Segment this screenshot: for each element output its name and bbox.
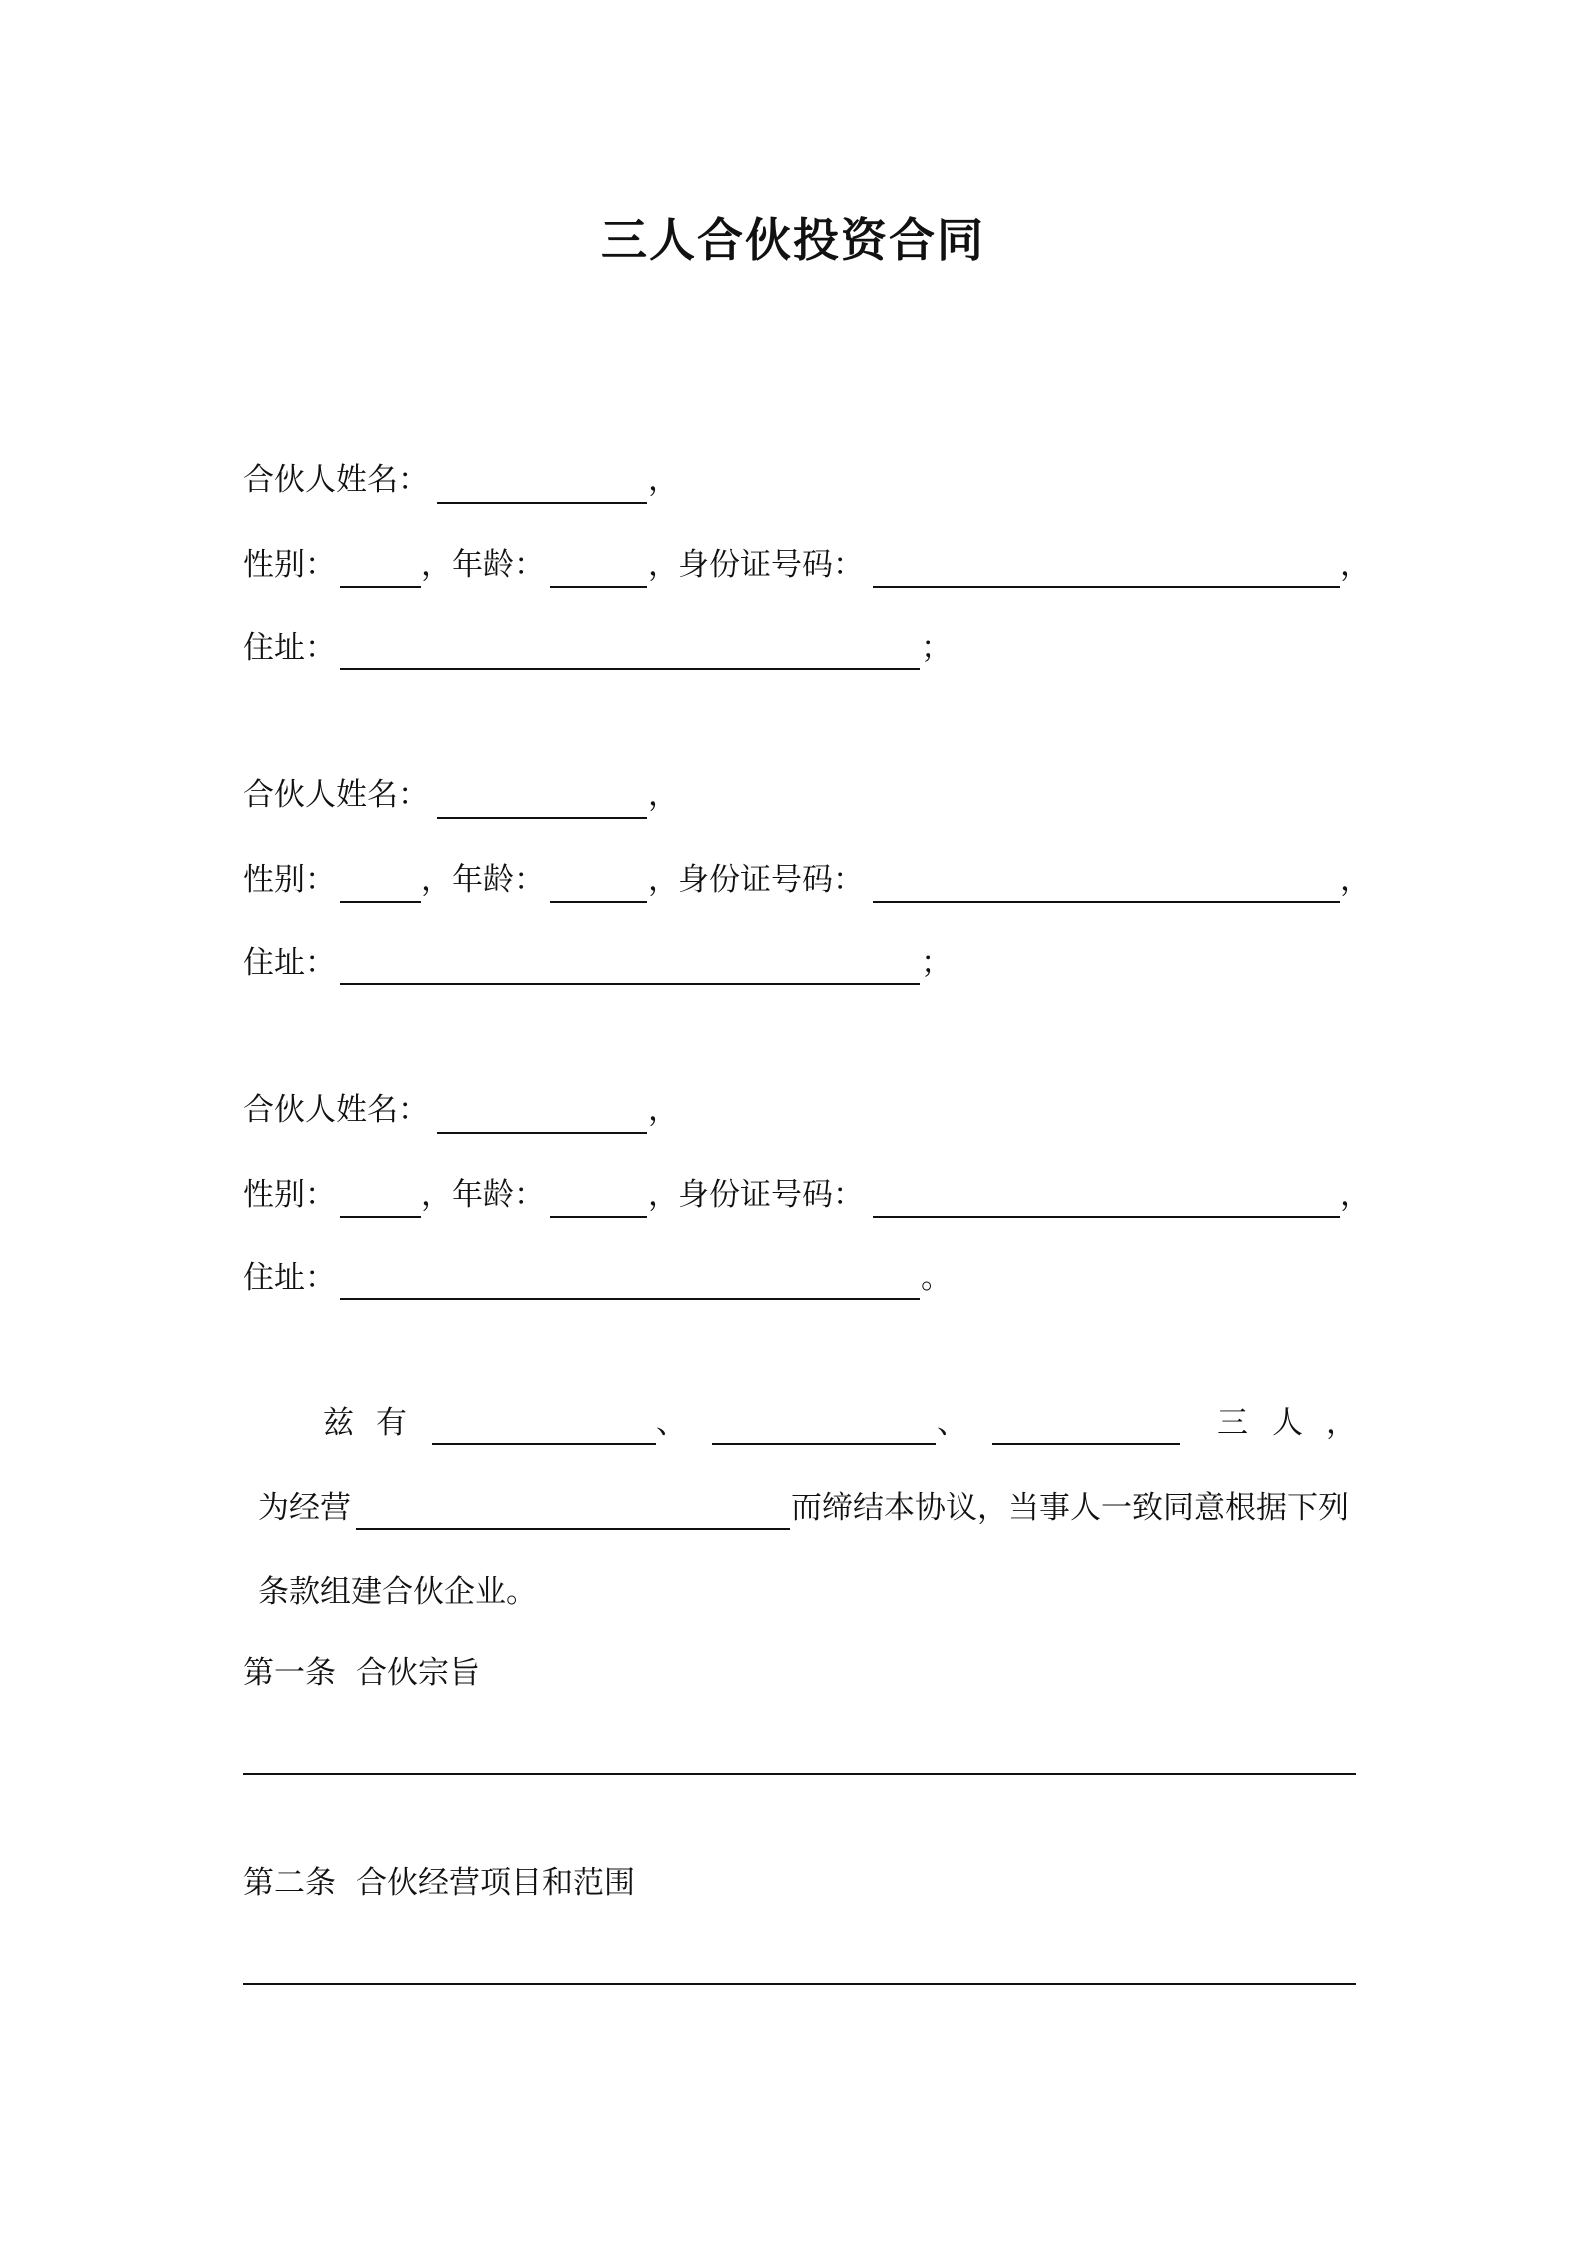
comma: ， <box>421 1177 452 1213</box>
semicolon: ； <box>921 945 952 981</box>
address-label: 住址： <box>243 1260 336 1296</box>
comma: ， <box>421 547 452 583</box>
address-field[interactable] <box>340 668 920 670</box>
comma: ， <box>1340 1177 1371 1213</box>
intro-you: 有 <box>376 1405 407 1441</box>
article-title: 合伙宗旨 <box>356 1655 480 1691</box>
business-field[interactable] <box>356 1528 790 1530</box>
comma: ， <box>421 862 452 898</box>
age-field[interactable] <box>550 901 647 903</box>
address-label: 住址： <box>243 945 336 981</box>
intro-zi: 兹 <box>323 1405 354 1441</box>
comma: ， <box>648 462 679 498</box>
intro-line2-start: 为经营 <box>258 1490 351 1526</box>
period: 。 <box>921 1260 952 1296</box>
comma: ， <box>648 862 679 898</box>
comma: ， <box>648 777 679 813</box>
article-content-field[interactable] <box>243 1983 1356 1985</box>
gender-label: 性别： <box>243 547 336 583</box>
partner-name-label: 合伙人姓名： <box>243 777 429 813</box>
partner-name-label: 合伙人姓名： <box>243 1092 429 1128</box>
address-field[interactable] <box>340 1298 920 1300</box>
id-number-label: 身份证号码： <box>678 547 864 583</box>
age-label: 年龄： <box>452 862 545 898</box>
id-number-field[interactable] <box>873 901 1340 903</box>
comma: ， <box>1340 547 1371 583</box>
id-number-field[interactable] <box>873 586 1340 588</box>
gender-field[interactable] <box>340 1216 421 1218</box>
partner-name-field[interactable] <box>437 1132 647 1134</box>
comma: ， <box>648 1177 679 1213</box>
comma: ， <box>648 1092 679 1128</box>
partner-a-field[interactable] <box>432 1443 656 1445</box>
intro-san: 三 <box>1217 1405 1248 1441</box>
partner-name-field[interactable] <box>437 817 647 819</box>
enum-comma: 、 <box>937 1405 968 1441</box>
id-number-label: 身份证号码： <box>678 1177 864 1213</box>
gender-field[interactable] <box>340 901 421 903</box>
gender-field[interactable] <box>340 586 421 588</box>
article-title: 合伙经营项目和范围 <box>356 1865 635 1901</box>
age-field[interactable] <box>550 586 647 588</box>
address-field[interactable] <box>340 983 920 985</box>
document-title: 三人合伙投资合同 <box>601 213 985 267</box>
intro-ren: 人 <box>1272 1405 1303 1441</box>
age-field[interactable] <box>550 1216 647 1218</box>
address-label: 住址： <box>243 630 336 666</box>
partner-c-field[interactable] <box>992 1443 1180 1445</box>
enum-comma: 、 <box>656 1405 687 1441</box>
comma: ， <box>648 547 679 583</box>
partner-b-field[interactable] <box>712 1443 936 1445</box>
intro-line3: 条款组建合伙企业。 <box>258 1574 537 1610</box>
comma: ， <box>1340 862 1371 898</box>
id-number-label: 身份证号码： <box>678 862 864 898</box>
age-label: 年龄： <box>452 547 545 583</box>
comma: ， <box>1326 1405 1357 1441</box>
id-number-field[interactable] <box>873 1216 1340 1218</box>
partner-name-field[interactable] <box>437 502 647 504</box>
semicolon: ； <box>921 630 952 666</box>
gender-label: 性别： <box>243 1177 336 1213</box>
article-number: 第一条 <box>243 1655 336 1691</box>
article-number: 第二条 <box>243 1865 336 1901</box>
article-content-field[interactable] <box>243 1773 1356 1775</box>
partner-name-label: 合伙人姓名： <box>243 462 429 498</box>
age-label: 年龄： <box>452 1177 545 1213</box>
intro-line2-end: 而缔结本协议，当事人一致同意根据下列 <box>791 1490 1349 1526</box>
gender-label: 性别： <box>243 862 336 898</box>
